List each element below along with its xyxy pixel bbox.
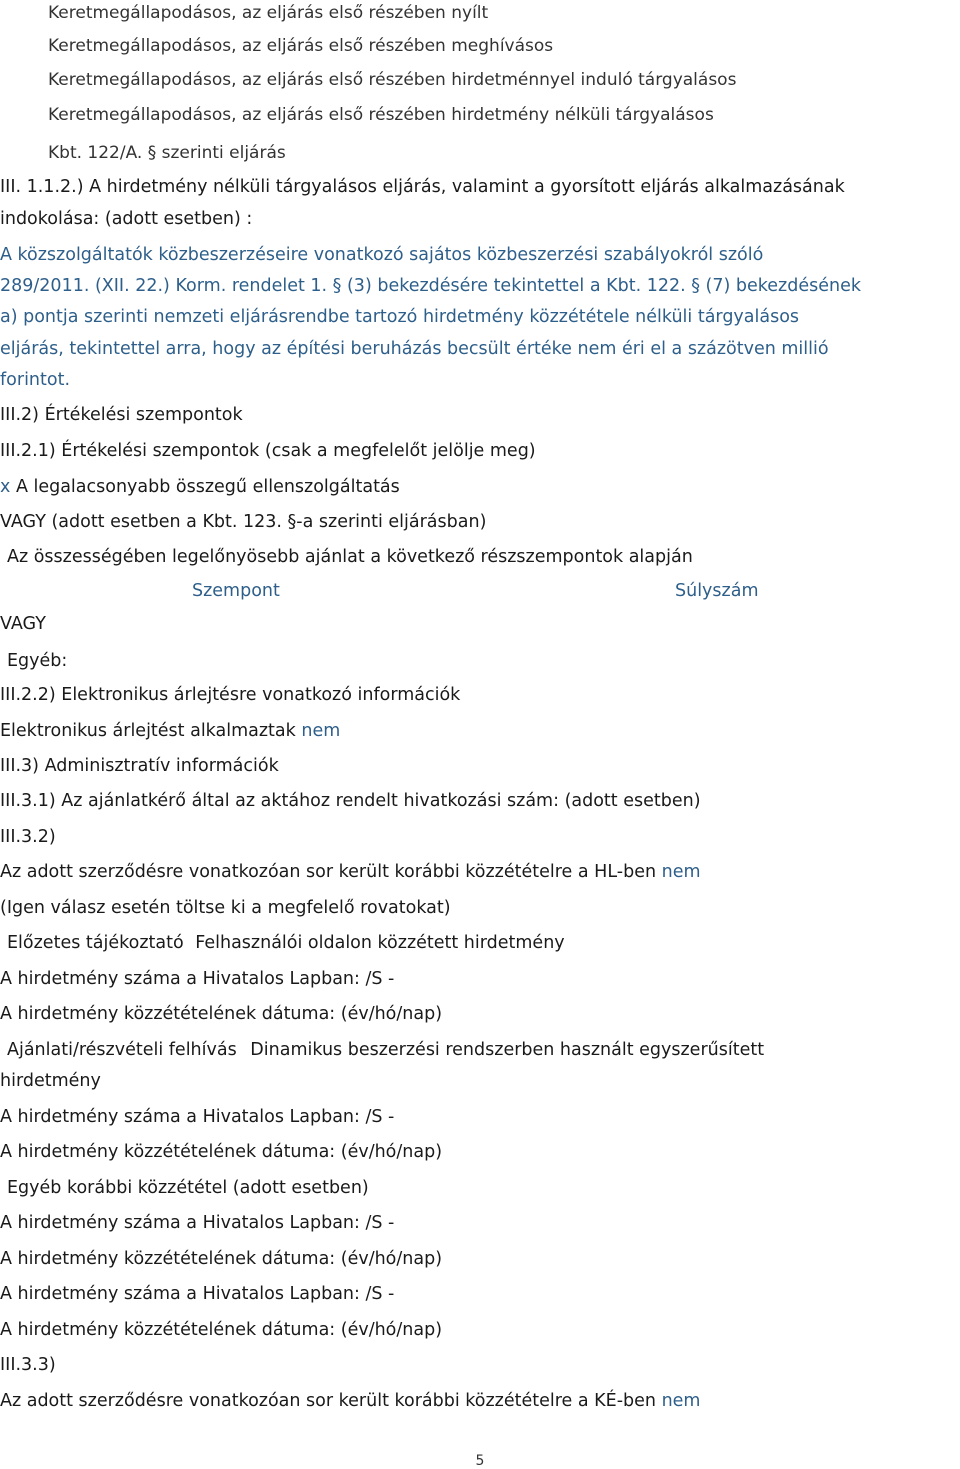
- if-yes-note: (Igen válasz esetén töltse ki a megfelelő rovatokat): [0, 898, 451, 918]
- section-heading-1-1-2: III. 1.1.2.) A hirdetmény nélküli tárgyalásos eljárás, valamint a gyorsított eljárás alkalmazásának: [0, 177, 845, 197]
- e-auction-value: nem: [301, 721, 341, 741]
- notice-date: A hirdetmény közzétételének dátuma: (év/hó/nap): [0, 1320, 443, 1340]
- justification-line: forintot.: [0, 370, 71, 390]
- option-framework-open: Keretmegállapodásos, az eljárás első részében nyílt: [48, 3, 489, 23]
- criterion-best-value: Az összességében legelőnyösebb ajánlat a következő részszempontok alapján: [7, 547, 693, 567]
- section-heading-2-1: III.2.1) Értékelési szempontok (csak a megfelelőt jelölje meg): [0, 441, 536, 461]
- section-heading-3: III.3) Adminisztratív információk: [0, 756, 279, 776]
- option-framework-restricted: Keretmegállapodásos, az eljárás első részében meghívásos: [48, 36, 554, 56]
- notice-number: A hirdetmény száma a Hivatalos Lapban: /S -: [0, 1284, 395, 1304]
- prev-publication-ke-value: nem: [661, 1391, 701, 1411]
- prior-info-notice: Előzetes tájékoztató: [7, 933, 184, 953]
- criterion-lowest-price-label: A legalacsonyabb összegű ellenszolgáltatás: [15, 477, 400, 497]
- prev-publication-hl-value: nem: [661, 862, 701, 882]
- call-row: [7, 1039, 764, 1061]
- column-header-weight: Súlyszám: [675, 581, 759, 601]
- column-header-criterion: Szempont: [192, 581, 280, 601]
- notice-date: A hirdetmény közzétételének dátuma: (év/hó/nap): [0, 1249, 443, 1269]
- justification-line: eljárás, tekintettel arra, hogy az építési beruházás becsült értéke nem éri el a százötven millió: [0, 339, 829, 359]
- or-separator: VAGY: [0, 614, 46, 634]
- prev-publication-hl-label: Az adott szerződésre vonatkozóan sor került korábbi közzétételre a HL-ben: [0, 862, 657, 882]
- section-heading-3-1: III.3.1) Az ajánlatkérő által az aktához rendelt hivatkozási szám: (adott esetben): [0, 791, 701, 811]
- notice-date: A hirdetmény közzétételének dátuma: (év/hó/nap): [0, 1004, 443, 1024]
- justification-line: a) pontja szerinti nemzeti eljárásrendbe tartozó hirdetmény közzététele nélküli tárgyalásos: [0, 307, 800, 327]
- section-heading-1-1-2-cont: indokolása: (adott esetben) :: [0, 209, 253, 229]
- e-auction-row: [0, 720, 340, 742]
- option-framework-negotiated-without-notice: Keretmegállapodásos, az eljárás első részében hirdetmény nélküli tárgyalásos: [48, 105, 714, 125]
- section-heading-3-3: III.3.3): [0, 1355, 56, 1375]
- criterion-lowest-price: [0, 476, 400, 498]
- other-prev-publication: Egyéb korábbi közzététel (adott esetben): [7, 1178, 369, 1198]
- section-heading-2-2: III.2.2) Elektronikus árlejtésre vonatkozó információk: [0, 685, 461, 705]
- option-framework-negotiated-with-notice: Keretmegállapodásos, az eljárás első részében hirdetménnyel induló tárgyalásos: [48, 70, 737, 90]
- prior-info-row: [7, 932, 565, 954]
- justification-line: A közszolgáltatók közbeszerzéseire vonatkozó sajátos közbeszerzési szabályokról szóló: [0, 245, 764, 265]
- section-heading-2: III.2) Értékelési szempontok: [0, 405, 243, 425]
- check-mark: x: [0, 477, 11, 497]
- prev-publication-ke-label: Az adott szerződésre vonatkozóan sor került korábbi közzétételre a KÉ-ben: [0, 1391, 656, 1411]
- prev-publication-ke-row: [0, 1390, 700, 1412]
- page-number: 5: [475, 1453, 485, 1469]
- e-auction-label: Elektronikus árlejtést alkalmaztak: [0, 721, 296, 741]
- call-for-tender: Ajánlati/részvételi felhívás: [7, 1040, 237, 1060]
- option-kbt-122a: Kbt. 122/A. § szerinti eljárás: [48, 143, 286, 163]
- prev-publication-hl-row: [0, 861, 701, 883]
- dps-simplified-notice-cont: hirdetmény: [0, 1071, 101, 1091]
- notice-date: A hirdetmény közzétételének dátuma: (év/hó/nap): [0, 1142, 443, 1162]
- notice-number: A hirdetmény száma a Hivatalos Lapban: /S -: [0, 969, 395, 989]
- justification-line: 289/2011. (XII. 22.) Korm. rendelet 1. § (3) bekezdésére tekintettel a Kbt. 122. § (7) bekezdésének: [0, 276, 861, 296]
- section-heading-3-2: III.3.2): [0, 827, 56, 847]
- or-separator: VAGY (adott esetben a Kbt. 123. §-a szerinti eljárásban): [0, 512, 487, 532]
- notice-number: A hirdetmény száma a Hivatalos Lapban: /S -: [0, 1213, 395, 1233]
- notice-number: A hirdetmény száma a Hivatalos Lapban: /S -: [0, 1107, 395, 1127]
- dps-simplified-notice: Dinamikus beszerzési rendszerben használt egyszerűsített: [250, 1040, 765, 1060]
- criterion-other: Egyéb:: [7, 651, 68, 671]
- buyer-profile-notice: Felhasználói oldalon közzétett hirdetmény: [195, 933, 565, 953]
